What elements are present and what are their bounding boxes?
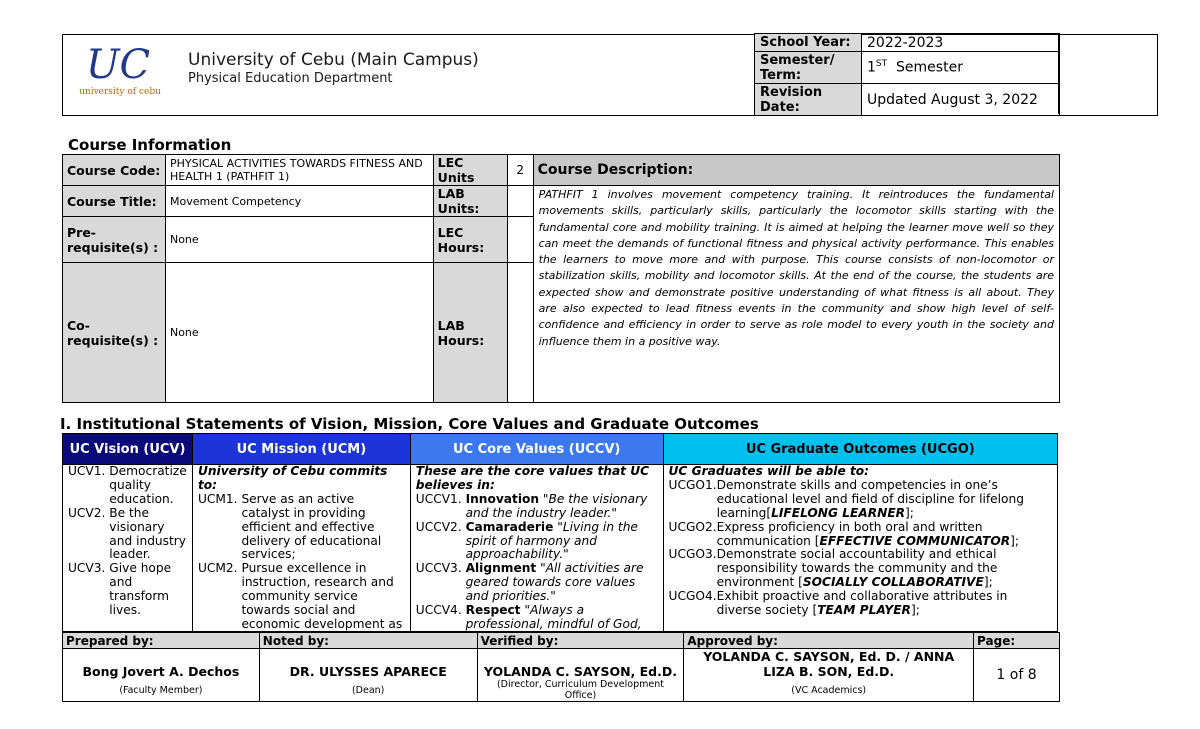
uccv-item: UCCV2. Camaraderie "Living in the spirit of harmony and approachability." [415,519,638,562]
ucv-header: UC Vision (UCV) [63,434,193,465]
approved-by-label: Approved by: [684,633,974,649]
prepared-by-name: Bong Jovert A. Dechos [63,649,260,680]
approved-by-role: (VC Academics) [684,679,974,702]
revision-date: Updated August 3, 2022 [862,84,1060,116]
lec-units-label: LEC Units [433,155,507,186]
ucm-item: UCM2. Pursue excellence in instruction, research and community service towards social and economic development as [197,561,403,631]
course-description-header: Course Description: [533,155,1059,186]
course-code-label: Course Code: [63,155,166,186]
prepared-by-label: Prepared by: [63,633,260,649]
uccv-header: UC Core Values (UCCV) [410,434,663,465]
corequisite-value: None [165,263,433,403]
document-meta-table [754,33,1060,116]
ucgo-intro: UC Graduates will be able to: [668,465,870,478]
revision-label: Revision Date: [755,84,862,116]
uccv-item: UCCV3. Alignment "All activities are geared towards core values and priorities." [415,561,644,604]
ucgo-item: UCGO1. Demonstrate skills and competencies in one’s educational level and field of discipline for lifelong learning[LIFELONG LEARNER]; [668,477,1024,520]
ucv-item: UCV1. Democratize quality education. [68,465,187,506]
ucv-cell [63,465,193,632]
ucgo-item: UCGO4. Exhibit proactive and collaborative attributes in diverse society [TEAM PLAYER]; [668,589,1008,618]
document-header [62,34,1158,116]
ucgo-item: UCGO3. Demonstrate social accountability and ethical responsibility towards the community and the environment [SOCIALLY COLLABORATIVE]; [668,547,998,590]
course-title: Movement Competency [165,186,433,217]
ucgo-header: UC Graduate Outcomes (UCGO) [663,434,1057,465]
corequisite-label: Co-requisite(s) : [63,263,166,403]
prerequisite-label: Pre-requisite(s) : [63,217,166,263]
lab-hours-value [507,263,533,403]
school-year-value: 2022-2023 [862,34,1060,52]
noted-by-role: (Dean) [259,679,477,702]
course-info-title: Course Information [68,136,232,154]
noted-by-name: DR. ULYSSES APARECE [259,649,477,680]
vision-mission-table [62,433,1058,632]
lec-hours-value [507,217,533,263]
logo-caption: university of cebu [79,87,161,97]
verified-by-role: (Director, Curriculum Development Office) [477,679,684,702]
approved-by-name: YOLANDA C. SAYSON, Ed. D. / ANNA LIZA B. SON, Ed.D. [684,649,974,680]
lab-units-value [507,186,533,217]
lec-hours-label: LEC Hours: [433,217,507,263]
verified-by-label: Verified by: [477,633,684,649]
noted-by-label: Noted by: [259,633,477,649]
meta-divider [1058,34,1059,114]
verified-by-name: YOLANDA C. SAYSON, Ed.D. [477,649,684,680]
lec-units-value: 2 [507,155,533,186]
prerequisite-value: None [165,217,433,263]
course-code: PHYSICAL ACTIVITIES TOWARDS FITNESS AND HEALTH 1 (PATHFIT 1) [165,155,433,186]
prepared-by-role: (Faculty Member) [63,679,260,702]
page-label: Page: [974,633,1060,649]
semester-value: 1ST Semester [862,52,1060,84]
uccv-item: UCCV4. Respect "Always a professional, mindful of God, [415,603,642,631]
course-title-label: Course Title: [63,186,166,217]
uccv-intro: These are the core values that UC believes in: [415,465,650,492]
university-logo [70,40,170,102]
ucm-intro: University of Cebu commits to: [197,465,388,492]
lab-units-label: LAB Units: [433,186,507,217]
ucgo-cell [663,465,1057,632]
ucm-cell [192,465,410,632]
signatures-table [62,632,1060,702]
course-info-table [62,154,1060,403]
lab-hours-label: LAB Hours: [433,263,507,403]
ucgo-item: UCGO2. Express proficiency in both oral and written communication [EFFECTIVE COMMUNICATOR]; [668,519,1019,548]
course-description: PATHFIT 1 involves movement competency training. It reintroduces the fundamental movements skills, particularly skills, particularly the locomotor skills starting with the fundamental core and mobility training. It is aimed at helping the learner move well so they can meet the demands of functional fitness and physical activity performance. This enables the learners to move more and with purpose. This course consists of non-locomotor or stabilization skills, mobility and locomotor skills. At the end of the course, the students are expected show and demonstrate positive understanding of what fitness is all about. They are also expected to lead fitness events in the community and show high level of self-confidence and efficiency in order to serve as role model to every youth in the society and influence them in a positive way. [533,186,1059,403]
page-number: 1 of 8 [974,649,1060,702]
logo-text: UC [85,42,151,88]
university-name: University of Cebu (Main Campus) [188,50,479,70]
school-year-label: School Year: [755,34,862,52]
ucm-header: UC Mission (UCM) [192,434,410,465]
ucv-item: UCV3. Give hope and transform lives. [68,561,172,618]
section-title: I. Institutional Statements of Vision, Mission, Core Values and Graduate Outcomes [60,415,759,433]
department-name: Physical Education Department [188,71,393,86]
uccv-cell [410,465,663,632]
semester-label: Semester/ Term: [755,52,862,84]
ucm-item: UCM1. Serve as an active catalyst in providing efficient and effective delivery of educational services; [197,491,382,562]
uccv-item: UCCV1. Innovation "Be the visionary and the industry leader." [415,491,648,520]
ucv-item: UCV2. Be the visionary and industry leader. [68,505,187,562]
